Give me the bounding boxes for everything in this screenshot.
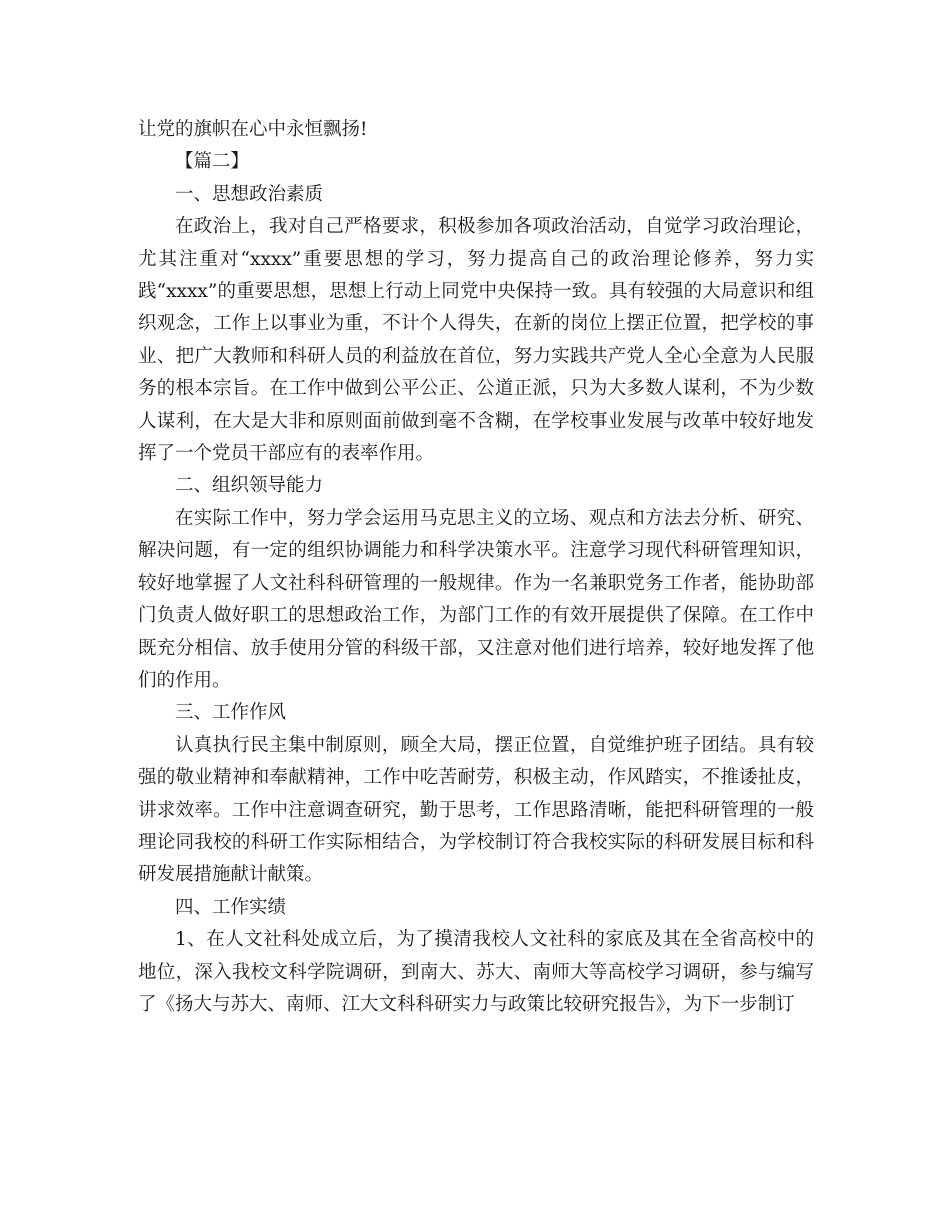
heading-political-quality: 一、思想政治素质 (175, 183, 324, 205)
section-title-part-two: 【篇二】 (175, 151, 250, 173)
heading-leadership-ability: 二、组织领导能力 (175, 475, 324, 497)
paragraph-work-style: 认真执行民主集中制原则，顾全大局，摆正位置，自觉维护班子团结。具有较强的敬业精神和奉献精神，工作中吃苦耐劳，积极主动，作风踏实，不推诿扯皮，讲求效率。工作中注意调查研究，勤于思考，工作思路清晰，能把科研管理的一般理论同我校的科研工作实际相结合，为学校制订符合我校实际的科研发展目标和科研发展措施献计献策。 (138, 734, 814, 886)
paragraph-work-achievements: 1、在人文社科处成立后，为了摸清我校人文社科的家底及其在全省高校中的地位，深入我校文科学院调研，到南大、苏大、南师大等高校学习调研，参与编写了《扬大与苏大、南师、江大文科科研实力与政策比较研究报告》，为下一步制订 (138, 929, 814, 1015)
paragraph-political-quality: 在政治上，我对自己严格要求，积极参加各项政治活动，自觉学习政治理论，尤其注重对“xxxx”重要思想的学习，努力提高自己的政治理论修养，努力实践“xxxx”的重要思想，思想上行动上同党中央保持一致。具有较强的大局意识和组织观念，工作上以事业为重，不计个人得失，在新的岗位上摆正位置，把学校的事业、把广大教师和科研人员的利益放在首位，努力实践共产党人全心全意为人民服务的根本宗旨。在工作中做到公平公正、公道正派，只为大多数人谋利，不为少数人谋利，在大是大非和原则面前做到毫不含糊，在学校事业发展与改革中较好地发挥了一个党员干部应有的表率作用。 (138, 216, 814, 465)
paragraph-leadership-ability: 在实际工作中，努力学会运用马克思主义的立场、观点和方法去分析、研究、解决问题，有一定的组织协调能力和科学决策水平。注意学习现代科研管理知识，较好地掌握了人文社科科研管理的一般规律。作为一名兼职党务工作者，能协助部门负责人做好职工的思想政治工作，为部门工作的有效开展提供了保障。在工作中既充分相信、放手使用分管的科级干部，又注意对他们进行培养，较好地发挥了他们的作用。 (138, 507, 814, 691)
heading-work-style: 三、工作作风 (175, 702, 287, 724)
heading-work-achievements: 四、工作实绩 (175, 896, 287, 918)
document-body (138, 114, 814, 1021)
paragraph-closing-line: 让党的旗帜在心中永恒飘扬! (138, 119, 368, 140)
